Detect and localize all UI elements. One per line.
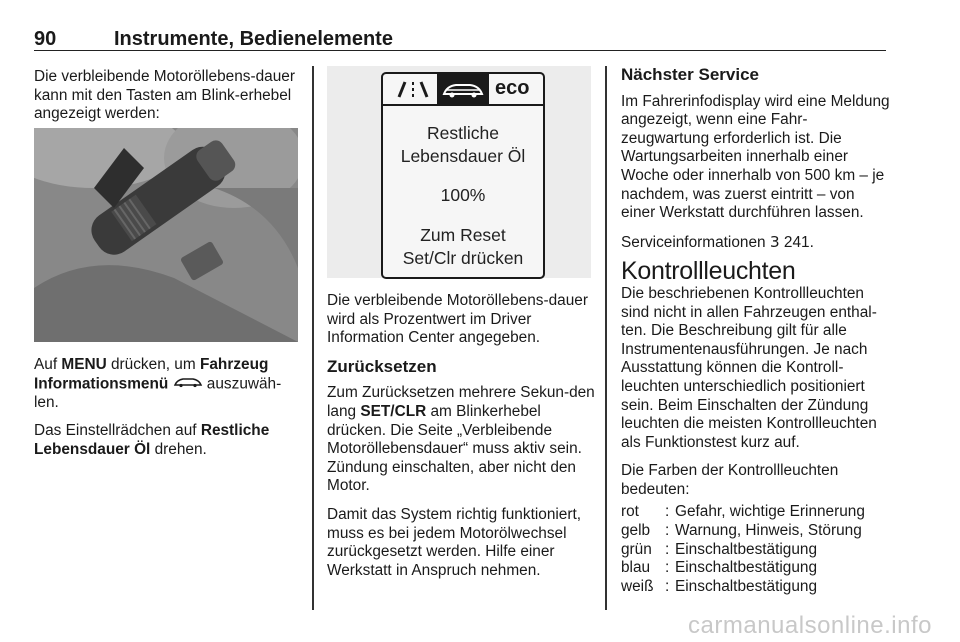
- column-1-lower: [34, 356, 300, 469]
- eco-indicator: eco: [495, 77, 530, 99]
- next-service-paragraph: Im Fahrerinfodisplay wird eine Meldung angezeigt, wenn eine Fahr-zeugwartung erforderlich ist. Die Wartungsarbeiten innerhalb einer Woche oder innerhalb von 500 km – je nachdem, was zuerst eintritt – von einer Werkstatt durchführen lassen.: [621, 92, 890, 222]
- driver-info-display-illustration: [327, 66, 591, 278]
- color-meaning-list: [621, 503, 891, 596]
- wheel-instruction: Das Einstellrädchen auf Restliche Lebensdauer Öl drehen.: [34, 422, 270, 458]
- list-item: rot : Gefahr, wichtige Erinnerung: [621, 503, 865, 521]
- oil-life-paragraph: Die verbleibende Motoröllebens-dauer wird als Prozentwert im Driver Information Center angegeben.: [327, 292, 588, 347]
- display-line-1: Restliche: [427, 123, 499, 143]
- column-divider: [312, 66, 314, 610]
- list-item: weiß : Einschaltbestätigung: [621, 577, 818, 595]
- list-item: blau : Einschaltbestätigung: [621, 559, 818, 577]
- column-2: [327, 292, 595, 590]
- menu-instruction: Auf MENU drücken, um Fahrzeug Informationsmenü auszuwäh-len.: [34, 356, 282, 411]
- page-title: Instrumente, Bedienelemente: [114, 28, 393, 50]
- list-item: gelb : Warnung, Hinweis, Störung: [621, 522, 862, 540]
- page-number: 90: [34, 28, 57, 50]
- reset-heading: Zurücksetzen: [327, 356, 437, 376]
- display-screen: [381, 72, 545, 279]
- column-1: [34, 68, 300, 134]
- display-line-4: Set/Clr drücken: [402, 248, 524, 268]
- display-header: [383, 74, 543, 106]
- page-header: [34, 28, 886, 51]
- intro-paragraph: Die verbleibende Motoröllebens-dauer kann mit den Tasten am Blink-erhebel angezeigt werden:: [34, 68, 295, 123]
- service-info-reference: Serviceinformationen 3 241.: [621, 232, 814, 251]
- lane-icon: [391, 78, 435, 100]
- turn-signal-lever-photo: [34, 128, 298, 342]
- display-line-2: Lebensdauer Öl: [400, 146, 526, 166]
- column-divider: [605, 66, 607, 610]
- car-icon: [437, 74, 489, 104]
- column-3: [621, 66, 891, 596]
- lever-illustration: [34, 128, 298, 342]
- display-percent: 100%: [440, 185, 486, 205]
- car-menu-icon: [173, 375, 203, 394]
- reset-note: Damit das System richtig funktioniert, muss es bei jedem Motorölwechsel zurückgesetzt werden. Hilfe einer Werkstatt in Anspruch nehmen.: [327, 505, 582, 579]
- warning-lights-paragraph: Die beschriebenen Kontrollleuchten sind nicht in allen Fahrzeugen enthal-ten. Die Beschreibung gilt für alle Instrumentenausführungen. Je nach Ausstattung können die Kontroll-leuchten unterschiedlich positioniert sein. Beim Einschalten der Zündung leuchten die meisten Kontrollleuchten als Funktionstest kurz auf.: [621, 284, 877, 451]
- list-item: grün : Einschaltbestätigung: [621, 540, 818, 558]
- colors-intro: Die Farben der Kontrollleuchten bedeuten:: [621, 462, 839, 498]
- reference-arrow-icon: 3: [769, 232, 780, 251]
- next-service-heading: Nächster Service: [621, 65, 759, 84]
- warning-lights-heading: Kontrollleuchten: [621, 257, 796, 286]
- watermark: carmanualsonline.info: [688, 612, 932, 639]
- reset-paragraph: Zum Zurücksetzen mehrere Sekun-den lang SET/CLR am Blinkerhebel drücken. Die Seite „Verbleibende Motoröllebensdauer“ muss aktiv sein. Zündung einschalten, aber nicht den Motor.: [327, 384, 595, 495]
- display-line-3: Zum Reset: [420, 225, 506, 245]
